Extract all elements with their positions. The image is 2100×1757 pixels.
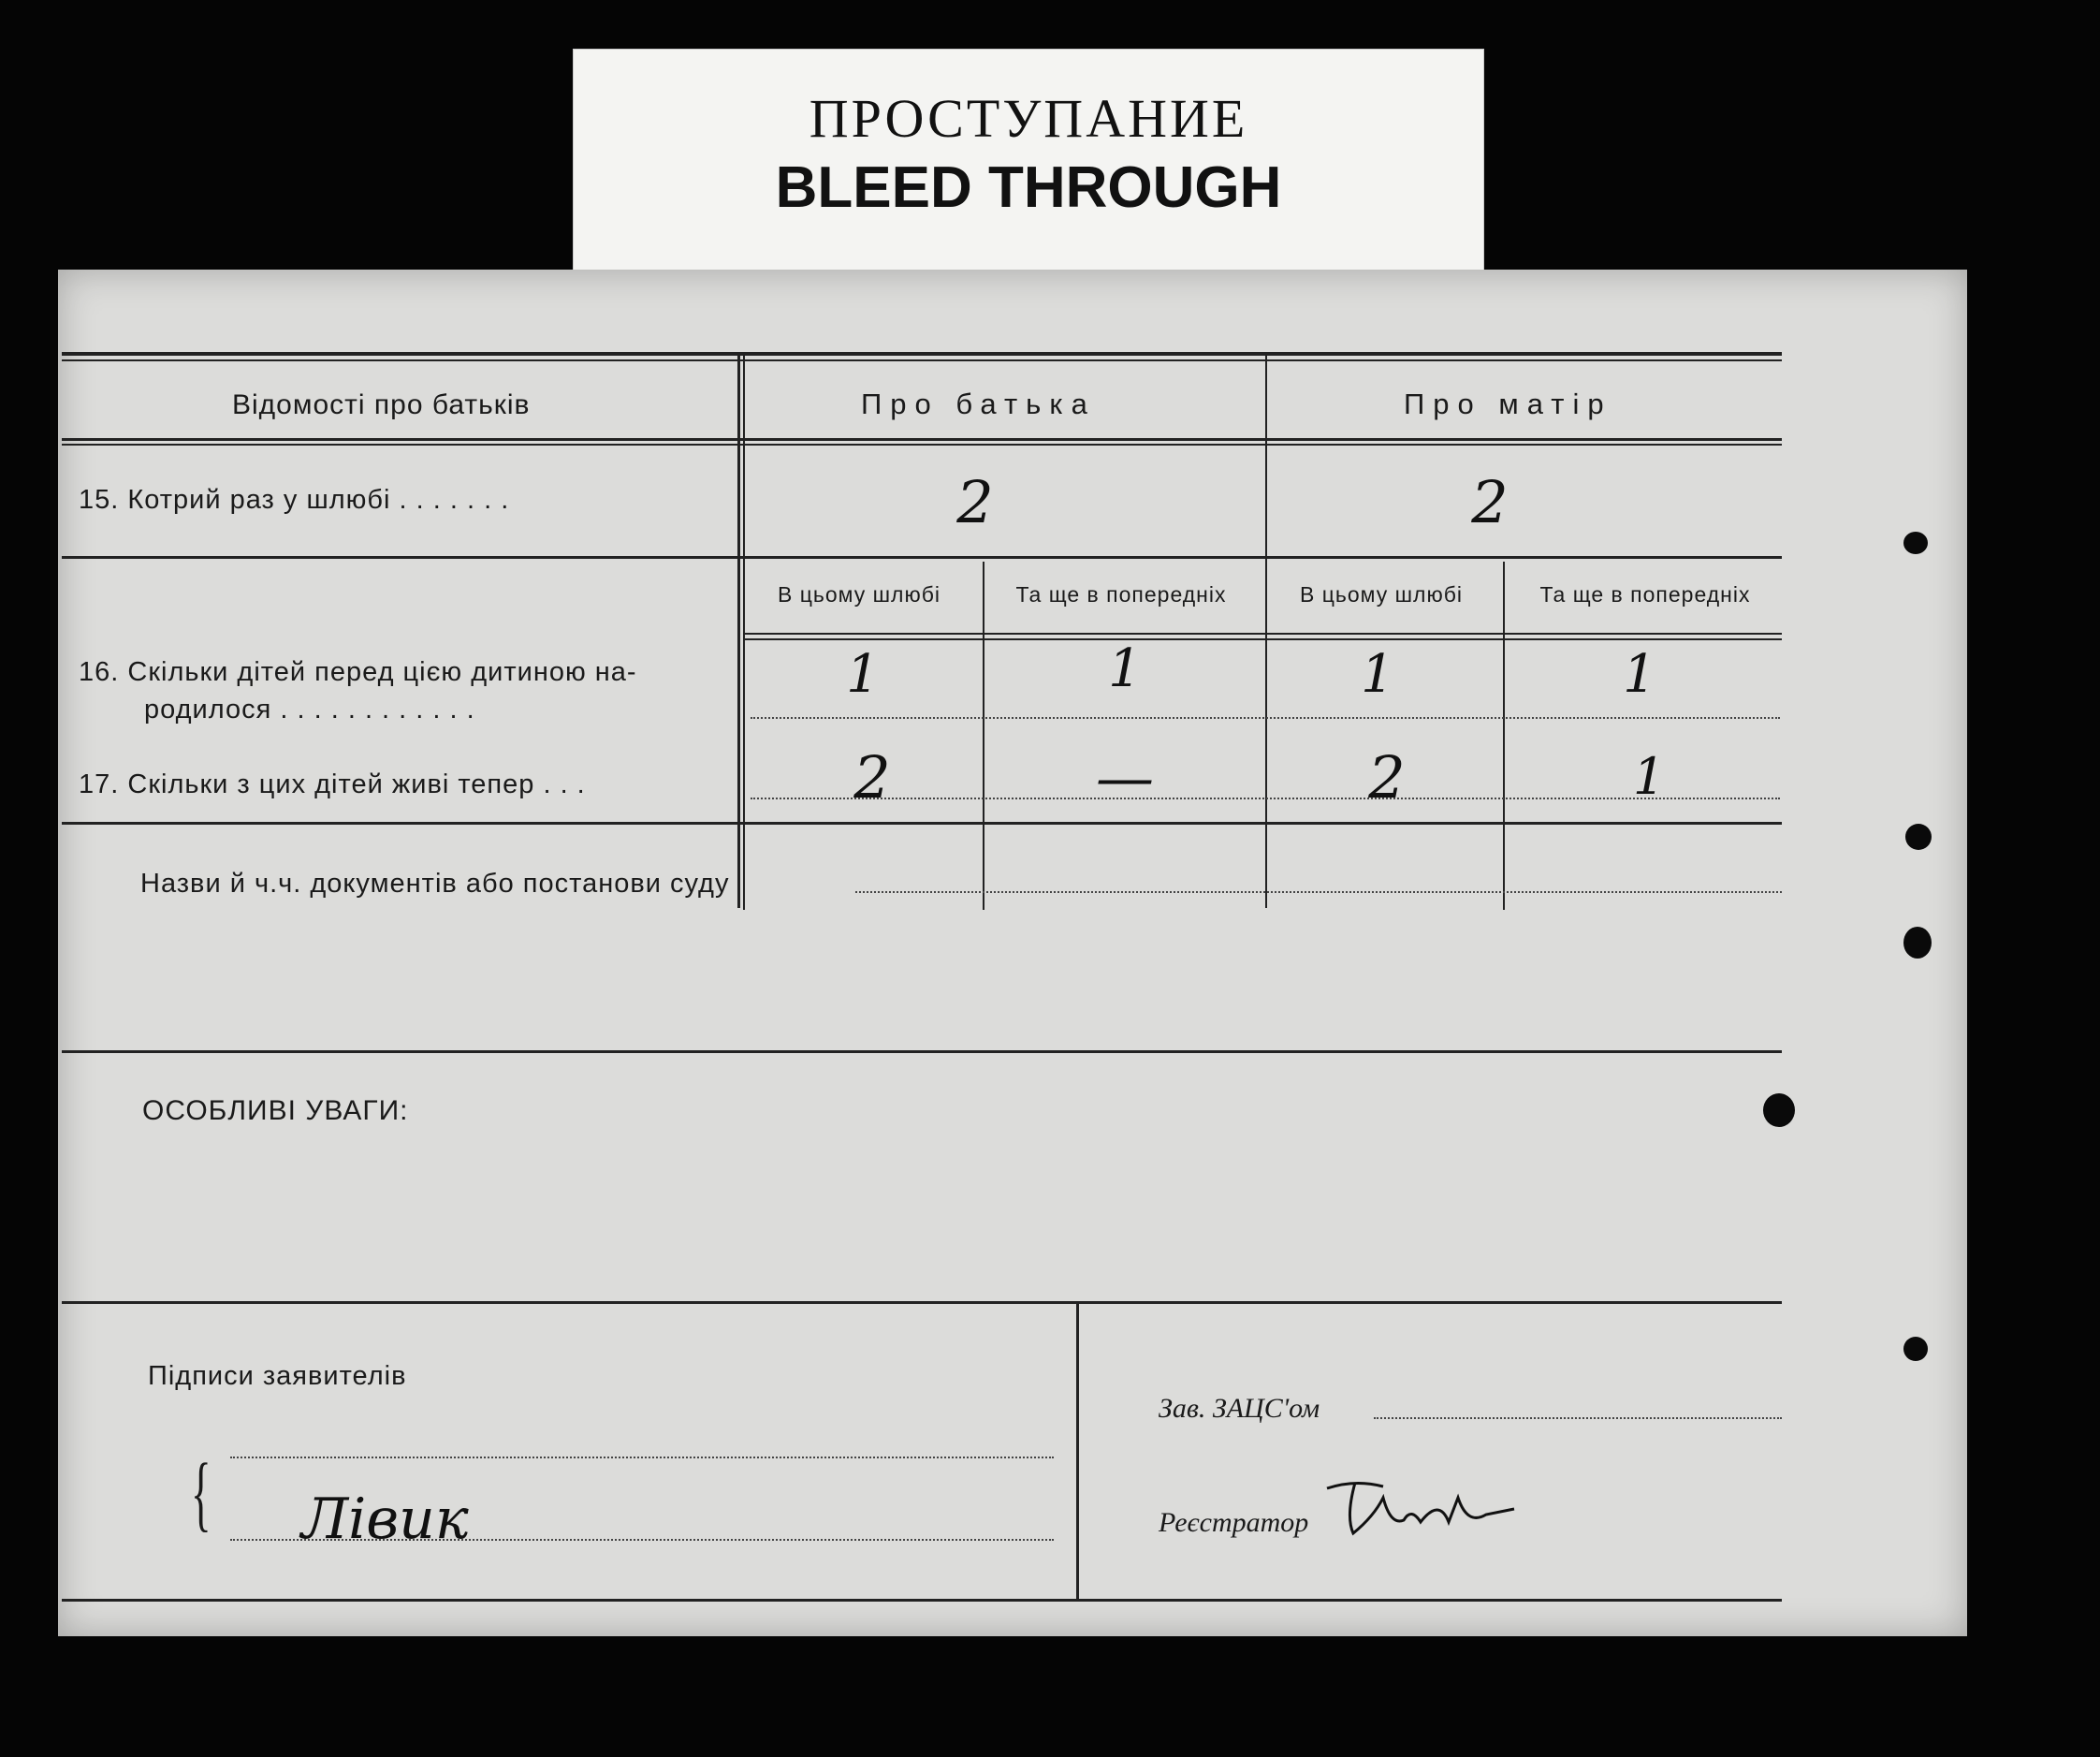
row15-father-value: 2 — [956, 468, 994, 536]
signature-brace: { — [191, 1447, 212, 1540]
head-zags-label: Зав. ЗАЦС'ом — [1159, 1393, 1320, 1424]
separator-info-father — [737, 356, 740, 908]
punch-hole — [1903, 532, 1928, 554]
row17-mother-this: 2 — [1368, 743, 1406, 812]
signature-separator — [1076, 1303, 1079, 1599]
separator-father-mother — [1265, 356, 1267, 908]
bottom-rule — [62, 1599, 1782, 1602]
row16-mother-prev: 1 — [1623, 644, 1656, 705]
signature-dotted-line-1 — [230, 1457, 1054, 1458]
documents-bottom-rule — [62, 1050, 1782, 1053]
row17-label: 17. Скільки з цих дітей живі тепер . . . — [79, 769, 586, 799]
row17-dotted-line — [751, 798, 1780, 799]
punch-hole — [1903, 1337, 1928, 1361]
registrar-label: Реєстратор — [1159, 1507, 1309, 1538]
form-sheet — [58, 270, 1967, 1636]
header-bottom-rule — [62, 438, 1782, 441]
subheader-bottom-rule — [743, 633, 1782, 635]
row17-mother-prev: 1 — [1632, 747, 1666, 806]
header-bottom-rule-thin — [62, 444, 1782, 446]
row17-bottom-rule — [62, 822, 1782, 825]
signature-handwriting: Лівик — [301, 1486, 469, 1552]
punch-hole — [1903, 927, 1932, 959]
row15-label: 15. Котрий раз у шлюбі . . . . . . . — [79, 485, 510, 515]
header-father-column: Про батька — [861, 388, 1096, 420]
remarks-label: ОСОБЛИВІ УВАГИ: — [142, 1095, 409, 1126]
label-english: BLEED THROUGH — [775, 155, 1282, 220]
header-info-column: Відомості про батьків — [232, 389, 531, 420]
sep-father-sub-inner — [983, 562, 984, 910]
header-mother-column: Про матір — [1404, 388, 1612, 420]
row16-father-prev: 1 — [1108, 638, 1142, 699]
top-rule-thin — [62, 359, 1782, 361]
row16-dotted-line — [751, 717, 1780, 719]
registrar-signature — [1318, 1460, 1524, 1545]
signatures-label: Підписи заявителів — [148, 1361, 407, 1391]
top-rule — [62, 352, 1782, 356]
row16-father-this: 1 — [846, 644, 880, 705]
row17-father-prev: — — [1096, 743, 1154, 812]
row16-label-line2: родилося . . . . . . . . . . . . — [144, 695, 475, 725]
row15-bottom-rule — [62, 556, 1782, 559]
sep-mother-sub-inner — [1503, 562, 1505, 910]
bleed-through-label-card — [573, 49, 1484, 273]
remarks-bottom-rule — [62, 1301, 1782, 1304]
subheader-bottom-rule-thin — [743, 638, 1782, 640]
row15-mother-value: 2 — [1471, 468, 1509, 536]
subheader-father-previous: Та ще в попередніх — [1015, 582, 1227, 607]
head-zags-dotted-line — [1374, 1417, 1782, 1419]
punch-hole — [1905, 824, 1932, 850]
row16-mother-this: 1 — [1361, 644, 1394, 705]
punch-hole — [1763, 1093, 1795, 1127]
subheader-father-this-marriage: В цьому шлюбі — [777, 582, 941, 607]
row17-father-this: 2 — [853, 743, 891, 812]
subheader-mother-this-marriage: В цьому шлюбі — [1299, 582, 1464, 607]
documents-label: Назви й ч.ч. документів або постанови суду — [140, 869, 730, 899]
sep-father-sub — [743, 562, 745, 910]
label-russian: ПРОСТУПАНИЕ — [809, 88, 1248, 149]
documents-dotted-line — [855, 891, 1782, 893]
row16-label-line1: 16. Скільки дітей перед цією дитиною на- — [79, 657, 637, 687]
subheader-mother-previous: Та ще в попередніх — [1539, 582, 1751, 607]
